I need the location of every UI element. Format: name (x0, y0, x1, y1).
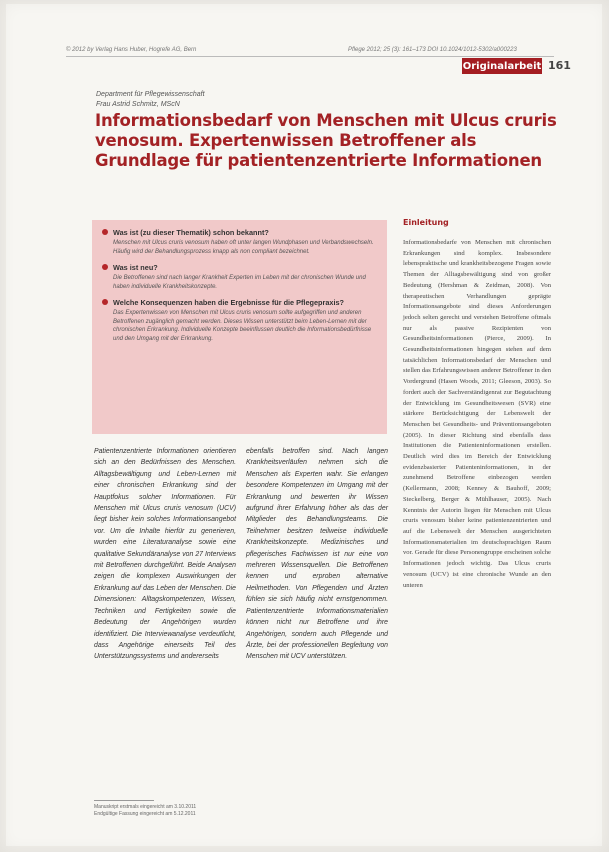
abstract-column-2: ebenfalls betroffen sind. Nach langen Krankheitsverläufen nehmen sich die Menschen als Experten wahr. Sie erlangen besondere Kompetenzen im Umgang mit der Erkrankung und bewerten ihr Wissen aufgrund ihrer Erfahrung höher als das der Mitglieder des Behandlungsteams. Die Teilnehmer besitzen teilweise individuelle Krankheitskonzepte. Medizinisches und pflegerisches Fachwissen ist nur eine von mehreren Wissensquellen. Die Betroffenen kennen und erproben alternative Heilmethoden. Von Pflegenden und Ärzten fühlen sie sich häufig nicht ernstgenommen. Patientenzentrierte Informationsmaterialien können nicht nur Betroffene und ihre Angehörigen, sondern auch Pflegende und Ärzte, bei der professionellen Begleitung von Menschen mit UCV unterstützen. (246, 448, 388, 661)
running-header-left: © 2012 by Verlag Hans Huber, Hogrefe AG, Bern (66, 47, 197, 53)
summary-box (92, 220, 387, 434)
page-number: 161 (548, 59, 571, 72)
bullet-icon (102, 299, 108, 305)
summary-item (102, 298, 379, 343)
summary-answer: Die Betroffenen sind nach langer Krankheit Experten im Leben mit der chronischen Wunde und haben individuelle Krankheitskonzepte. (113, 275, 366, 290)
summary-answer: Das Expertenwissen von Menschen mit Ulcus cruris venosum sollte aufgegriffen und anderen Betroffenen zugänglich gemacht werden. Dieses Wissen unterstützt beim Leben-Lernen mit der chronischen Erkrankung. Individuelle Konzepte beeinflussen deutlich die Informationsbedürfnisse und den Umgang mit der Erkrankung. (113, 310, 372, 342)
author-department: Department für Pflegewissenschaft (96, 91, 205, 98)
footnote (94, 804, 196, 818)
author-block (96, 90, 205, 110)
running-header-right: Pflege 2012; 25 (3): 161–173 DOI 10.1024/1012-5302/a000223 (348, 47, 517, 53)
summary-answer: Menschen mit Ulcus cruris venosum haben oft unter langen Wundphasen und Verbandswechseln. Häufig wird der Behandlungsprozess knapp als non compliant bezeichnet. (113, 240, 374, 255)
article-title: Informationsbedarf von Menschen mit Ulcus cruris venosum. Expertenwissen Betroffener als Grundlage für patientenzentrierte Informationen (95, 111, 557, 170)
header-divider (66, 56, 554, 57)
section-badge: Originalarbeit (462, 58, 542, 74)
journal-page (6, 4, 602, 846)
section-heading-introduction: Einleitung (403, 218, 449, 227)
bullet-icon (102, 264, 108, 270)
introduction-text: Informationsbedarfe von Menschen mit chronischen Erkrankungen sind komplex. Insbesondere lebenspraktische und krankheitsbezogene Fragen sowie Themen der Alltagsbewältigung sind von großer Bedeutung (Hershman & Zeidman, 2008). Von therapeutischen Verhandlungen geprägte Informationsangebote sind dieses Anforderungen jedoch selten gerecht und verstehen Betroffene oftmals nur als passive Rezipienten von Gesundheitsinformationen (Pierce, 2009). In Gesundheitsinformationen hingegen stehen auf dem tatsächlichen Informationsbedarf der Menschen und stellen das Erfahrungswissen anderer Betroffener in den Vordergrund (Hasen Woods, 2011; Gleeson, 2003). So fordert auch der Sachverständigenrat zur Begutachtung der Entwicklung im Gesundheitswesen (SVR) eine stärkere Berücksichtigung der Lebenswelt der Menschen bei Gesundheits- und Präventionsangeboten (2005). In dieser Richtung sind ebenfalls dass Institutionen die Patienteninformationen erstellen. Deutlich wird dies im Bereich der Entwicklung evidenzbasierter Patienteninformationen, in der zunehmend Betroffene einbezogen werden (Kellermann, 2008; Kenney & Bauhoff, 2009; Steckelberg, Berger & Mühlhauser, 2005). Nach Kenntnis der Autorin liegen für Menschen mit Ulcus cruris venosum bisher keine patientenzentrierten und auf die Lebenswelt der Menschen ausgerichteten Informationsmaterialien im deutschsprachigen Raum vor. Gerade für diese Personengruppe erscheinen solche Informationen jedoch wichtig. Das Ulcus cruris venosum (UCV) ist eine chronische Wunde an den unteren (403, 239, 551, 589)
footnote-submitted: Manuskript erstmals eingereicht am 3.10.2011 (94, 804, 197, 810)
footnote-final: Endgültige Fassung eingereicht am 5.12.2011 (94, 811, 196, 817)
summary-question: Welche Konsequenzen haben die Ergebnisse für die Pflegepraxis? (113, 298, 344, 307)
footnote-divider (94, 800, 154, 801)
author-name: Frau Astrid Schmitz, MScN (96, 101, 180, 108)
summary-item (102, 263, 379, 291)
abstract-column-1: Patientenzentrierte Informationen orientieren sich an den Bedürfnissen des Menschen. Alltagsbewältigung und Leben-Lernen mit einer chronischen Erkrankung sind der Hauptfokus solcher Informationen. Für Menschen mit Ulcus cruris venosum (UCV) liegt bisher kein solches Informationsangebot vor. Um die Inhalte hierfür zu generieren, wurden eine Literaturanalyse sowie eine qualitative Sekundäranalyse von 27 Interviews mit Betroffenen durchgeführt. Beide Analysen zeigen die komplexen Auswirkungen der Erkrankung auf das Leben der Menschen. Die Dimensionen: Alltagskompetenzen, Wissen, Techniken und Fertigkeiten sowie die Bedeutung der Angehörigen wurden identifiziert. Die Interviewanalyse verdeutlicht, dass Angehörige einerseits Teil des Unterstützungssystems und andererseits (94, 448, 236, 661)
summary-question: Was ist neu? (113, 263, 158, 272)
summary-item (102, 228, 379, 256)
summary-question: Was ist (zu dieser Thematik) schon bekannt? (113, 228, 269, 237)
bullet-icon (102, 229, 108, 235)
